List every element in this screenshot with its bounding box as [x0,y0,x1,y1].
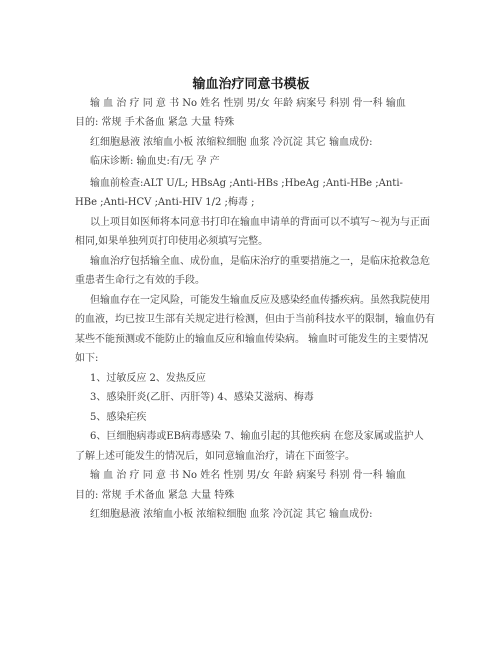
paragraph-text: 重患者生命行之有效的手段。 [75,275,205,286]
risk-list-item: 1、过敏反应 2、发热反应 [90,373,206,384]
paragraph-text: 的血液，均已按卫生部有关规定进行检测，但由于当前科技水平的限制，输血仍有 [75,314,435,325]
diagnosis-line: 临床诊断: 输血史:有/无 孕 产 [90,156,220,167]
pre-transfusion-tests-line: 输血前检查:ALT U/L; HBsAg ;Anti-HBs ;HbeAg ;Anti-HBe ;Anti- [90,178,403,189]
transfusion-purpose-line: 目的: 常规 手术备血 紧急 大量 特殊 [75,490,235,501]
risk-list-item: 5、感染疟疾 [90,412,147,423]
paragraph-text: 以上项目如医师将本同意书打印在输血申请单的背面可以不填写～视为与正面 [90,217,430,228]
paragraph-text: 如下: [75,353,99,364]
blood-components-line: 红细胞悬液 浓缩血小板 浓缩粒细胞 血浆 冷沉淀 其它 输血成份: [90,137,373,148]
blood-components-line: 红细胞悬液 浓缩血小板 浓缩粒细胞 血浆 冷沉淀 其它 输血成份: [90,509,373,520]
pre-transfusion-tests-line-continued: HBe ;Anti-HCV ;Anti-HIV 1/2 ;梅毒 ; [75,197,255,208]
paragraph-text: 某些不能预测或不能防止的输血反应和输血传染病。 输血时可能发生的主要情况 [75,334,429,345]
form-header-line: 输 血 治 疗 同 意 书 No 姓名 性别 男/女 年龄 病案号 科别 骨一科 输血 [90,98,406,109]
paragraph-text: 但输血存在一定风险，可能发生输血反应及感染经血传播疾病。虽然我院使用 [90,295,430,306]
transfusion-purpose-line: 目的: 常规 手术备血 紧急 大量 特殊 [75,117,235,128]
form-header-line: 输 血 治 疗 同 意 书 No 姓名 性别 男/女 年龄 病案号 科别 骨一科 输血 [90,470,406,481]
paragraph-text: 了解上述可能发生的情况后，如同意输血治疗，请在下面签字。 [75,451,355,462]
risk-list-item: 6、巨细胞病毒或EB病毒感染 7、输血引起的其他疾病 在您及家属或监护人 [90,431,424,442]
paragraph-text: 相同,如果单独列页打印使用必须填写完整。 [75,236,269,247]
paragraph-text: 输血治疗包括输全血、成份血，是临床治疗的重要措施之一，是临床抢救急危 [90,256,430,267]
risk-list-item: 3、感染肝炎(乙肝、丙肝等) 4、感染艾滋病、梅毒 [90,392,314,403]
document-title: 输血治疗同意书模板 [192,77,310,92]
